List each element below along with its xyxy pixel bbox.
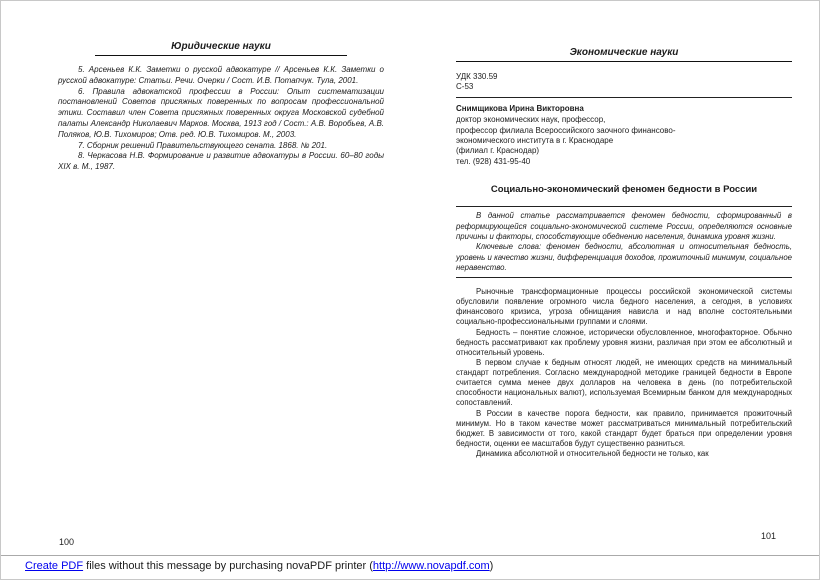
- body-paragraph: Динамика абсолютной и относительной бедности не только, как: [476, 449, 709, 459]
- body-paragraph: Бедность – понятие сложное, исторически обусловленное, многофакторное. Обычно бедность рассматривают как проблему уровня жизни, различая при этом ее абсолютный и относительный уровень.: [456, 327, 792, 357]
- footer-closing: ): [489, 560, 494, 572]
- right-section-header: Экономические науки: [456, 47, 792, 62]
- abstract-text: В данной статье рассматривается феномен бедности, сформированный в реформирующейся социально-экономической системе России, определяются основные причины и факторы, способствующие обеднению населения, динамика уровня жизни.: [456, 211, 792, 241]
- novapdf-footer-banner: [1, 555, 819, 579]
- create-pdf-link[interactable]: Create PDF: [25, 560, 84, 572]
- bibliography-item: 8. Черкасова Н.В. Формирование и развитие адвокатуры в России. 60–80 годы XIX в. М., 1987.: [58, 151, 384, 172]
- keywords-text: Ключевые слова: феномен бедности, абсолютная и относительная бедность, уровень и качество жизни, дифференциация доходов, прожиточный минимум, социальное неравенство.: [456, 242, 792, 272]
- divider: [456, 277, 792, 278]
- author-affiliation-line: экономического института в г. Краснодаре: [456, 135, 614, 145]
- bibliography-item: 6. Правила адвокатской профессии в России: Опыт систематизации постановлений Советов присяжных поверенных по вопросам профессиональной этики. Составил член Совета присяжных поверенных округа Московской судебной палаты Александр Николаевич Марков. Москва, 1913 год / Сост.: А.В. Воробьев, А.В. Поляков, Ю.В. Тихомиров; Отв. ред. Ю.В. Тихомиров. М., 2003.: [58, 86, 384, 139]
- classification-code: С-53: [456, 82, 474, 92]
- body-paragraph: В первом случае к бедным относят людей, не имеющих средств на минимальный стандарт потребления. Согласно международной методике границей бедности в Европе считается сумма менее двух долларов на человека в день (по потребительской способности национальных валют), используемая Всемирным банком для международных сопоставлений.: [456, 357, 792, 408]
- udc-code: УДК 330.59: [456, 72, 498, 81]
- bibliography-item: 7. Сборник решений Правительствующего сената. 1868. № 201.: [78, 140, 328, 150]
- novapdf-url-link[interactable]: http://www.novapdf.com: [372, 560, 490, 572]
- divider: [456, 97, 792, 98]
- left-section-header: Юридические науки: [95, 41, 347, 56]
- page-number-right: 101: [761, 531, 777, 541]
- author-affiliation: [456, 115, 792, 167]
- right-page: [456, 1, 792, 459]
- bibliography-list: [58, 65, 384, 173]
- footer-message: files without this message by purchasing novaPDF printer (: [83, 560, 373, 572]
- divider: [456, 206, 792, 207]
- bibliography-item: 5. Арсеньев К.К. Заметки о русской адвокатуре // Арсеньев К.К. Заметки о русской адвокатуре: Статьи. Речи. Очерки / Сост. И.В. Потапчук. Тула, 2001.: [58, 65, 384, 85]
- page-number-left: 100: [59, 537, 75, 547]
- author-affiliation-line: доктор экономических наук, профессор,: [456, 115, 606, 125]
- left-page: [58, 1, 384, 173]
- article-title: Социально-экономический феномен бедности в России: [490, 184, 758, 196]
- body-paragraph: Рыночные трансформационные процессы российской экономической системы обусловили появление огромного числа бедного населения, а сегодня, в условиях финансового кризиса, угроза обнищания нависла и над вполне состоятельными социально-профессиональными группами и слоями.: [456, 287, 792, 327]
- author-affiliation-line: (филиал г. Краснодар): [456, 146, 540, 156]
- author-phone: тел. (928) 431-95-40: [456, 156, 531, 166]
- body-paragraph: В России в качестве порога бедности, как правило, принимается прожиточный минимум. Но в таком качестве может рассматриваться минимальный потребительский бюджет. В зависимости от того, какой стандарт будет браться при определении уровня бедности, оценки ее масштабов будут существенно разниться.: [456, 408, 792, 448]
- author-name: Снимщикова Ирина Викторовна: [456, 103, 584, 113]
- article-body: [456, 287, 792, 459]
- author-affiliation-line: профессор филиала Всероссийского заочного финансово-: [456, 125, 676, 135]
